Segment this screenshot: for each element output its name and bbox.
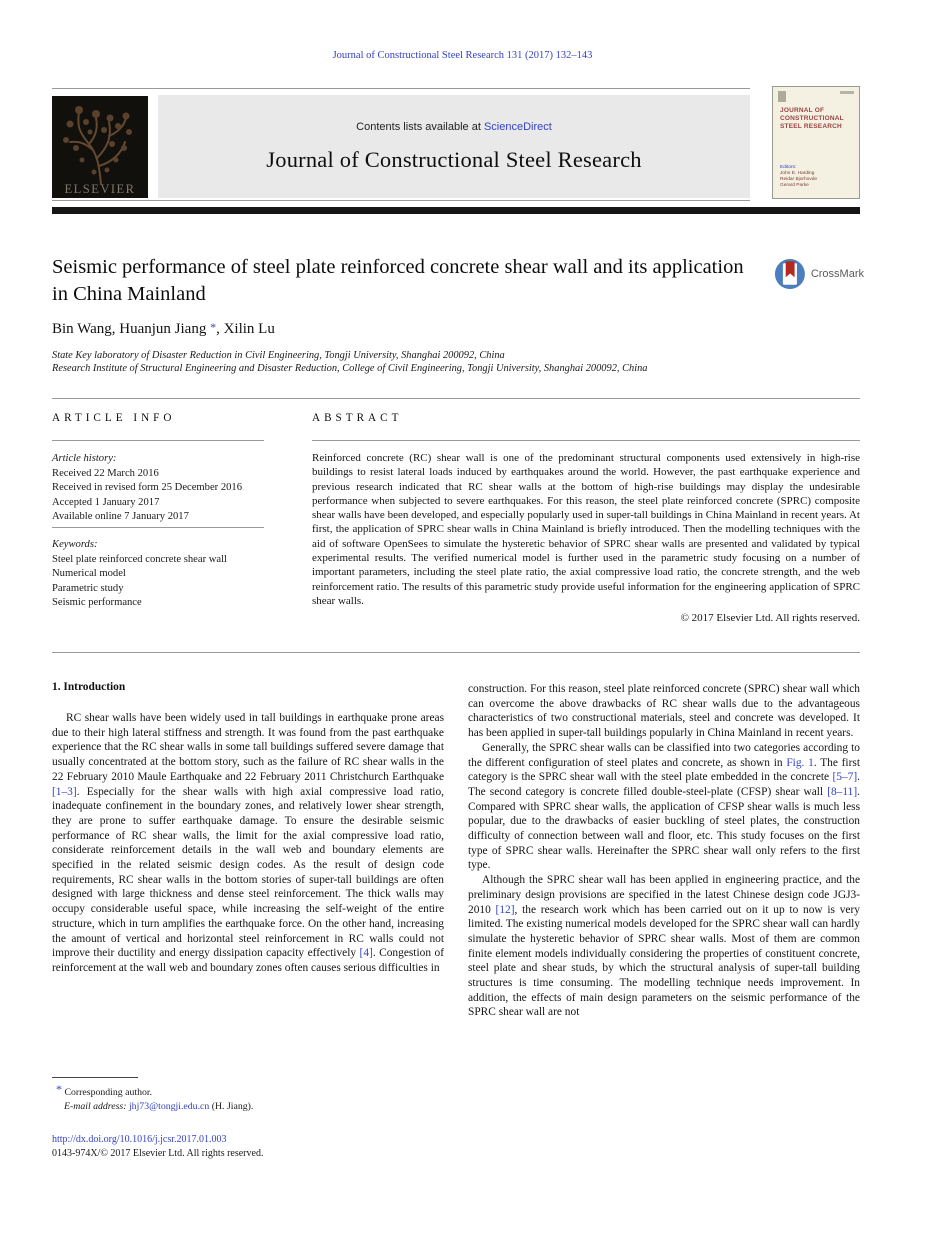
history-item: Available online 7 January 2017 [52, 511, 189, 523]
body-paragraph: Although the SPRC shear wall has been applied in engineering practice, and the preliminary design provisions are specified in the latest Chinese design code JGJ3-2010 [12], the research work which has been carried out on it up to now is very limited. The existing numerical models developed for the SPRC shear wall can hardly simulate the hysteretic behavior of SPRC shear walls. Most of them are common finite element models individually considering the properties of constituent concrete, steel plate and shear studs, by which the structural analysis of super-tall building structures is time consuming. The modelling technique needs improvement. In addition, the effects of main design parameters on the seismic performance of the SPRC shear wall are not [468, 874, 860, 1019]
keyword-item: Parametric study [52, 582, 124, 594]
article-history [52, 452, 304, 525]
author-names: Bin Wang, Huanjun Jiang [52, 321, 211, 337]
cover-editors [780, 165, 817, 189]
footnote [56, 1083, 448, 1113]
crossmark-label: CrossMark [810, 268, 864, 280]
reference-link[interactable]: [8–11] [827, 785, 858, 798]
keywords-label: Keywords: [52, 539, 98, 550]
sciencedirect-link[interactable]: ScienceDirect [483, 120, 552, 133]
author-list [52, 320, 275, 338]
body-column-left [52, 711, 444, 976]
cover-editors-label: Editors: [780, 165, 797, 170]
reference-link[interactable]: Fig. 1 [786, 756, 814, 769]
divider [52, 652, 860, 653]
email-suffix: (H. Jiang). [211, 1100, 254, 1112]
abstract-heading: ABSTRACT [312, 412, 403, 424]
divider [52, 440, 264, 441]
elsevier-tree-icon [52, 96, 148, 198]
cover-title [780, 107, 855, 131]
footnote-star: * [56, 1082, 62, 1096]
contents-line [356, 121, 552, 133]
cover-issn-mark [840, 91, 854, 94]
rights-line: 0143-974X/© 2017 Elsevier Ltd. All rights reserved. [52, 1148, 264, 1159]
divider [52, 200, 750, 201]
reference-link[interactable]: [5–7] [832, 771, 858, 784]
header-bar [52, 207, 860, 214]
running-head-citation: Journal of Constructional Steel Research 131 (2017) 132–143 [332, 50, 593, 61]
section-heading-introduction: 1. Introduction [52, 681, 126, 693]
cover-crest-icon [778, 91, 786, 102]
abstract [312, 451, 860, 626]
corresponding-author-note: Corresponding author. [64, 1087, 153, 1098]
elsevier-logo [52, 96, 148, 198]
body-paragraph: Generally, the SPRC shear walls can be classified into two categories according to the different configuration of steel plates and concrete, as shown in Fig. 1. The first category is the SPRC shear wall with the steel plate embedded in the concrete [5–7]. The second category is concrete filled double-steel-plate (CFSP) shear wall [8–11]. Compared with SPRC shear walls, the application of CFSP shear walls is much less popular, due to the drawbacks of easier buckling of steel plates, the construction difficulty of connection between wall and floor, etc. This study focuses on the first type of SPRC shear walls. Hereinafter the SPRC shear wall only refers to the first type. [468, 741, 860, 872]
keyword-item: Seismic performance [52, 597, 142, 609]
keywords [52, 538, 304, 611]
article-history-label: Article history: [52, 453, 117, 464]
reference-link[interactable]: [4] [359, 947, 373, 960]
doi-url[interactable]: http://dx.doi.org/10.1016/j.jcsr.2017.01.003 [52, 1134, 227, 1145]
journal-cover-thumbnail[interactable] [772, 86, 860, 199]
journal-banner [158, 95, 750, 198]
keyword-item: Numerical model [52, 568, 126, 580]
history-item: Received 22 March 2016 [52, 467, 159, 479]
divider [52, 88, 750, 89]
abstract-text: Reinforced concrete (RC) shear wall is one of the predominant structural components used extensively in high-rise buildings to resist lateral loads induced by earthquakes around the world. However, the past earthquake experience and previous research indicated that RC shear walls at the bottom of high-rise buildings may display the undesirable performance when subjected to severe earthquakes. For this reason, the steel plate reinforced concrete (SPRC) composite shear walls have been developed, and especially popularly used in super-tall buildings in China Mainland in recent years. At first, the application of SPRC shear walls in China Mainland is briefly introduced. Then the modelling techniques with the aid of software OpenSees to simulate the hysteretic behavior of SPRC shear walls are presented and validated by typical experimental results. The verified numerical model is further used in the parametric study focusing on a number of important parameters, including the steel plate ratio, the axial compressive load ratio, the concrete strength, and the web reinforcement ratio. The results of this parametric study provide useful information for the engineering application of SPRC shear walls. [312, 452, 860, 607]
author-names: , Xilin Lu [216, 321, 275, 337]
article-title: Seismic performance of steel plate reinforced concrete shear wall and its application in China Mainland [52, 256, 744, 305]
reference-link[interactable]: [1–3] [52, 785, 77, 798]
divider [312, 440, 860, 441]
body-paragraph: construction. For this reason, steel plate reinforced concrete (SPRC) shear wall which can overcome the above drawbacks of RC shear walls due to the advantageous characteristics of two constructional materials, steel and concrete was developed. It has been applied in super-tall buildings popularly in China Mainland in recent years. [468, 683, 860, 740]
footnote-rule [52, 1077, 138, 1078]
cover-title-line: JOURNAL OF [780, 107, 825, 114]
cover-editor: Gerard Parke [780, 183, 809, 188]
cover-title-line: STEEL RESEARCH [780, 123, 842, 130]
divider [52, 527, 264, 528]
journal-banner-title: Journal of Constructional Steel Research [266, 146, 642, 172]
email-link[interactable]: jhj73@tongji.edu.cn [128, 1100, 210, 1112]
article-info-heading: ARTICLE INFO [52, 412, 176, 424]
crossmark-badge[interactable] [774, 257, 864, 291]
contents-prefix: Contents lists available at [356, 120, 484, 133]
cover-title-line: CONSTRUCTIONAL [780, 115, 844, 122]
crossmark-icon [774, 257, 806, 291]
divider [52, 398, 860, 399]
cover-editor: John E. Harding [780, 171, 815, 176]
history-item: Received in revised form 25 December 2016 [52, 482, 243, 494]
affiliation: State Key laboratory of Disaster Reduction in Civil Engineering, Tongji University, Shanghai 200092, China [52, 350, 505, 361]
email-label: E-mail address: [64, 1100, 127, 1112]
reference-link[interactable]: [12] [495, 903, 515, 916]
abstract-copyright: © 2017 Elsevier Ltd. All rights reserved. [680, 612, 860, 625]
elsevier-wordmark: ELSEVIER [64, 182, 136, 196]
cover-editor: Reidar Bjorhovde [780, 177, 818, 182]
keyword-item: Steel plate reinforced concrete shear wall [52, 553, 227, 565]
history-item: Accepted 1 January 2017 [52, 496, 160, 508]
doi-link[interactable] [52, 1134, 227, 1145]
corresponding-author-star[interactable]: * [210, 320, 217, 334]
body-column-right [468, 682, 860, 1020]
body-paragraph: RC shear walls have been widely used in tall buildings in earthquake prone areas due to their high lateral stiffness and strength. It was found from the past earthquake experience that the RC shear walls in some tall buildings suffered severe damage that usually concentrated at the bottom story, such as the failure of RC shear walls in the 22 February 2010 Maule Earthquake and 22 February 2011 Christchurch Earthquake [1–3]. Especially for the shear walls with high axial compressive load ratio, inadequate confinement in the boundary zones, and relatively lower shear strength, they are prone to suffer earthquake damage. To ensure the desirable seismic performance of RC shear walls, the limit for the axial compressive load ratio, considerate reinforcement details in the wall web and boundary elements are specified in the related seismic design codes. As the result of design code requirements, RC shear walls in the bottom stories of super-tall buildings are often designed with large thickness and dense steel reinforcement. The thick walls may occupy considerable useful space, while increasing the self-weight of the entire structure, which in turn amplifies the earthquake force. On the other hand, increasing the amount of vertical and horizontal steel reinforcement in RC walls could not improve their ductility and energy dissipation capacity effectively [4]. Congestion of reinforcement at the wall web and boundary zones often causes serious difficulties in [52, 712, 444, 974]
affiliation: Research Institute of Structural Engineering and Disaster Reduction, College of Civil Engineering, Tongji University, Shanghai 200092, China [52, 363, 648, 374]
